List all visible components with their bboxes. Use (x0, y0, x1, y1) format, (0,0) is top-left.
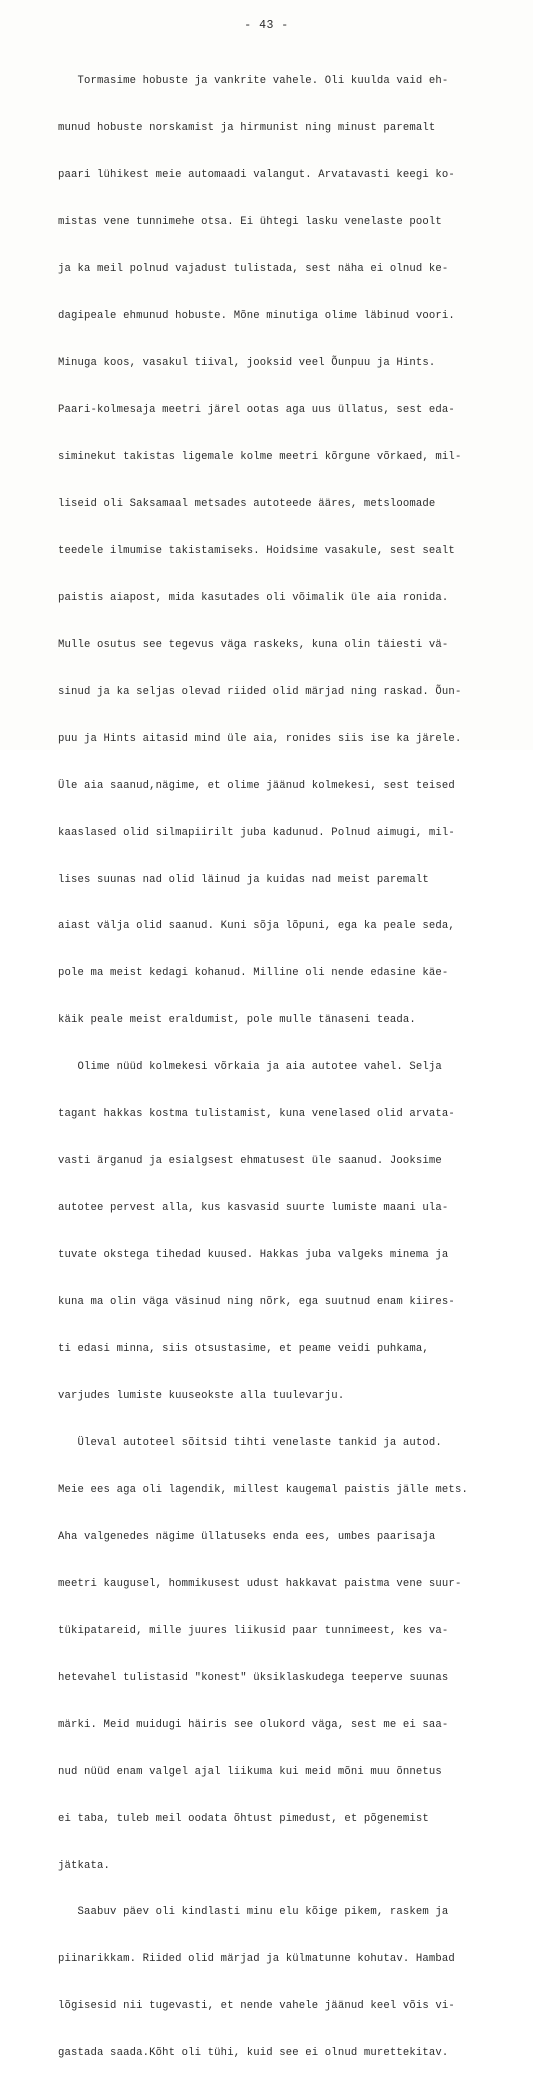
text-line: Üle aia saanud,nägime, et olime jäänud kolmekesi, sest teised (58, 779, 455, 792)
text-line: Saabuv päev oli kindlasti minu elu kõige pikem, raskem ja (58, 1906, 449, 1919)
text-line: paistis aiapost, mida kasutades oli võimalik üle aia ronida. (58, 591, 449, 604)
text-line: teedele ilmumise takistamiseks. Hoidsime vasakule, sest sealt (58, 544, 455, 557)
text-line: ja ka meil polnud vajadust tulistada, sest näha ei olnud ke- (58, 263, 449, 276)
text-line: munud hobuste norskamist ja hirmunist ning minust paremalt (58, 122, 436, 135)
text-line: dagipeale ehmunud hobuste. Mõne minutiga olime läbinud voori. (58, 310, 455, 323)
text-line: gastada saada.Kõht oli tühi, kuid see ei olnud murettekitav. (58, 2047, 449, 2060)
text-line: meetri kaugusel, hommikusest udust hakkavat paistma vene suur- (58, 1577, 462, 1590)
text-line: paari lühikest meie automaadi valangut. Arvatavasti keegi ko- (58, 169, 455, 182)
text-line: sinud ja ka seljas olevad riided olid märjad ning raskad. Õun- (58, 685, 462, 698)
text-line: Olime nüüd kolmekesi võrkaia ja aia autotee vahel. Selja (58, 1061, 442, 1074)
text-line: ei taba, tuleb meil oodata õhtust pimedust, et põgenemist (58, 1812, 429, 1825)
text-line: Aha valgenedes nägime üllatuseks enda ees, umbes paarisaja (58, 1530, 436, 1543)
text-line: kuna ma olin väga väsinud ning nõrk, ega suutnud enam kiires- (58, 1296, 455, 1309)
text-line: liseid oli Saksamaal metsades autoteede ääres, metsloomade (58, 497, 436, 510)
text-line: ti edasi minna, siis otsustasime, et peame veidi puhkama, (58, 1343, 429, 1356)
text-line: pole ma meist kedagi kohanud. Milline oli nende edasine käe- (58, 967, 449, 980)
text-line: varjudes lumiste kuuseokste alla tuulevarju. (58, 1390, 345, 1402)
text-line: lises suunas nad olid läinud ja kuidas nad meist paremalt (58, 873, 429, 886)
text-line: käik peale meist eraldumist, pole mulle tänaseni teada. (58, 1014, 416, 1027)
text-line: tükipatareid, mille juures liikusid paar tunnimeest, kes va- (58, 1624, 449, 1637)
text-line: piinarikkam. Riided olid märjad ja külmatunne kohutav. Hambad (58, 1953, 455, 1966)
text-line: Üleval autoteel sõitsid tihti venelaste tankid ja autod. (58, 1436, 442, 1449)
text-line: kaaslased olid silmapiirilt juba kadunud. Polnud aimugi, mil- (58, 826, 455, 839)
text-line: tagant hakkas kostma tulistamist, kuna venelased olid arvata- (58, 1108, 455, 1121)
text-line: hetevahel tulistasid "konest" üksiklaskudega teeperve suunas (58, 1671, 449, 1684)
text-line: lõgisesid nii tugevasti, et nende vahele jäänud keel võis vi- (58, 2000, 455, 2013)
text-line: tuvate okstega tihedad kuused. Hakkas juba valgeks minema ja (58, 1249, 449, 1262)
text-line: siminekut takistas ligemale kolme meetri kõrgune võrkaed, mil- (58, 450, 462, 463)
text-line: jätkata. (58, 1859, 111, 1872)
text-line: Mulle osutus see tegevus väga raskeks, kuna olin täiesti vä- (58, 638, 449, 651)
text-line: aiast välja olid saanud. Kuni sõja lõpuni, ega ka peale seda, (58, 920, 455, 933)
text-line: märki. Meid muidugi häiris see olukord väga, sest me ei saa- (58, 1718, 449, 1731)
text-line: mistas vene tunnimehe otsa. Ei ühtegi lasku venelaste poolt (58, 216, 442, 229)
text-line: Paari-kolmesaja meetri järel ootas aga uus üllatus, sest eda- (58, 403, 455, 416)
text-line: Meie ees aga oli lagendik, millest kaugemal paistis jälle mets. (58, 1483, 468, 1496)
text-line: puu ja Hints aitasid mind üle aia, ronides siis ise ka järele. (58, 732, 462, 745)
page-number: - 43 - (244, 19, 289, 32)
text-line: Minuga koos, vasakul tiival, jooksid veel Õunpuu ja Hints. (58, 357, 436, 370)
text-line: Tormasime hobuste ja vankrite vahele. Oli kuulda vaid eh- (58, 75, 449, 88)
text-line: nud nüüd enam valgel ajal liikuma kui meid mõni muu õnnetus (58, 1765, 442, 1778)
text-line: vasti ärganud ja esialgsest ehmatusest üle saanud. Jooksime (58, 1155, 442, 1168)
text-line: autotee pervest alla, kus kasvasid suurte lumiste maani ula- (58, 1202, 449, 1215)
body-text (58, 43, 528, 2093)
